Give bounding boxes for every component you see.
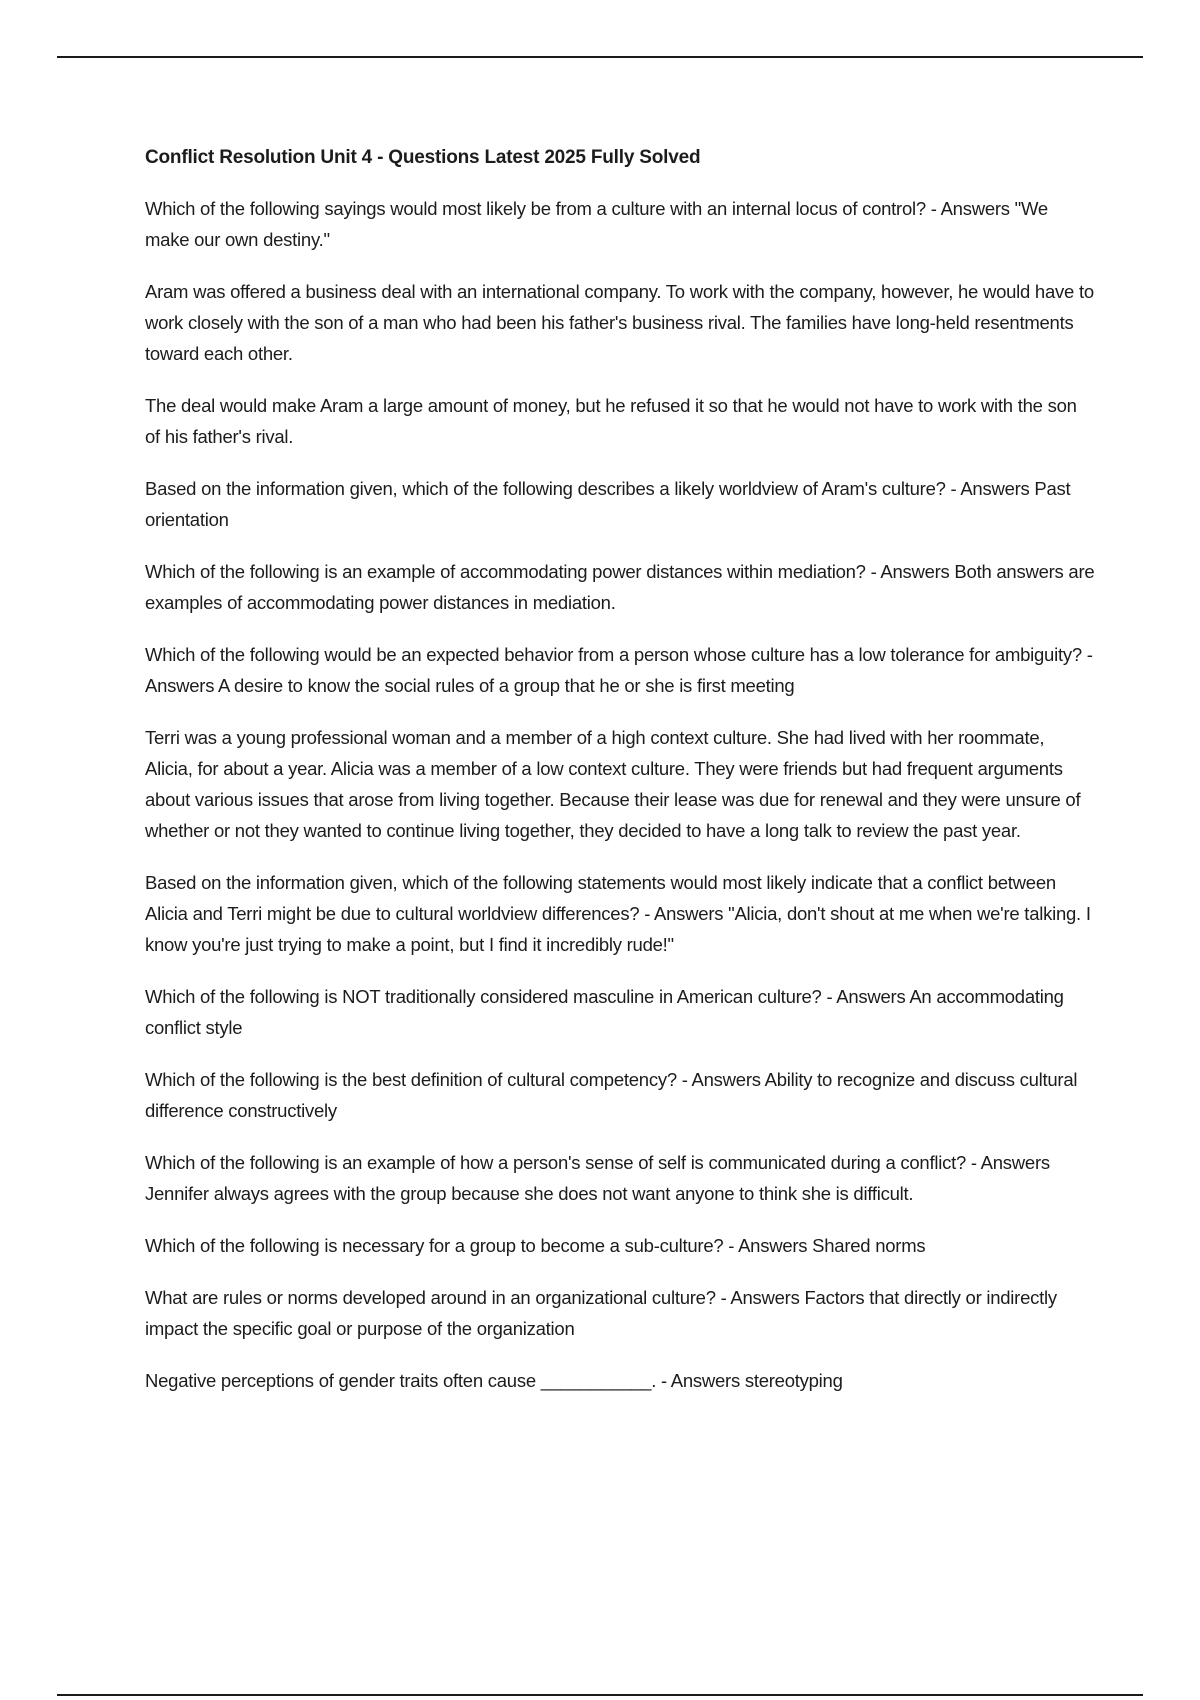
question-paragraph: The deal would make Aram a large amount of money, but he refused it so that he would not have to work with the son of his father's rival. [145, 395, 1077, 447]
question-paragraph: Which of the following is necessary for a group to become a sub-culture? - Answers Shared norms [145, 1235, 926, 1256]
question-paragraph: Terri was a young professional woman and a member of a high context culture. She had lived with her roommate, Alicia, for about a year. Alicia was a member of a low context culture. They were friends but had frequent arguments about various issues that arose from living together. Because their lease was due for renewal and they were unsure of whether or not they wanted to continue living together, they decided to have a long talk to review the past year. [145, 727, 1081, 841]
question-paragraph: Which of the following is the best definition of cultural competency? - Answers Ability to recognize and discuss cultural difference constructively [145, 1069, 1078, 1121]
footer-rule [57, 1694, 1143, 1696]
question-paragraph: Which of the following is NOT traditionally considered masculine in American culture? - Answers An accommodating conflict style [145, 986, 1064, 1038]
header-rule [57, 56, 1143, 58]
question-paragraph: Aram was offered a business deal with an international company. To work with the company, however, he would have to work closely with the son of a man who had been his father's business rival. The families have long-held resentments toward each other. [145, 281, 1094, 364]
question-paragraph: Based on the information given, which of the following describes a likely worldview of Aram's culture? - Answers Past orientation [145, 478, 1071, 530]
question-paragraph: Based on the information given, which of the following statements would most likely indicate that a conflict between Alicia and Terri might be due to cultural worldview differences? - Answers "Alicia, don't shout at me when we're talking. I know you're just trying to make a point, but I find it incredibly rude!" [145, 872, 1091, 955]
question-paragraph: Which of the following would be an expected behavior from a person whose culture has a low tolerance for ambiguity? - Answers A desire to know the social rules of a group that he or she is first meeting [145, 644, 1093, 696]
document-body [145, 143, 1095, 1417]
document-title: Conflict Resolution Unit 4 - Questions Latest 2025 Fully Solved [145, 147, 701, 168]
question-paragraph: Which of the following is an example of accommodating power distances within mediation? - Answers Both answers are examples of accommodating power distances in mediation. [145, 561, 1095, 613]
question-paragraph: Which of the following is an example of how a person's sense of self is communicated during a conflict? - Answers Jennifer always agrees with the group because she does not want anyone to think she is difficult. [145, 1152, 1050, 1204]
question-paragraph: Which of the following sayings would most likely be from a culture with an internal locus of control? - Answers "We make our own destiny." [145, 198, 1048, 250]
question-paragraph: Negative perceptions of gender traits often cause ___________. - Answers stereotyping [145, 1370, 843, 1391]
question-paragraph: What are rules or norms developed around in an organizational culture? - Answers Factors that directly or indirectly impact the specific goal or purpose of the organization [145, 1287, 1057, 1339]
